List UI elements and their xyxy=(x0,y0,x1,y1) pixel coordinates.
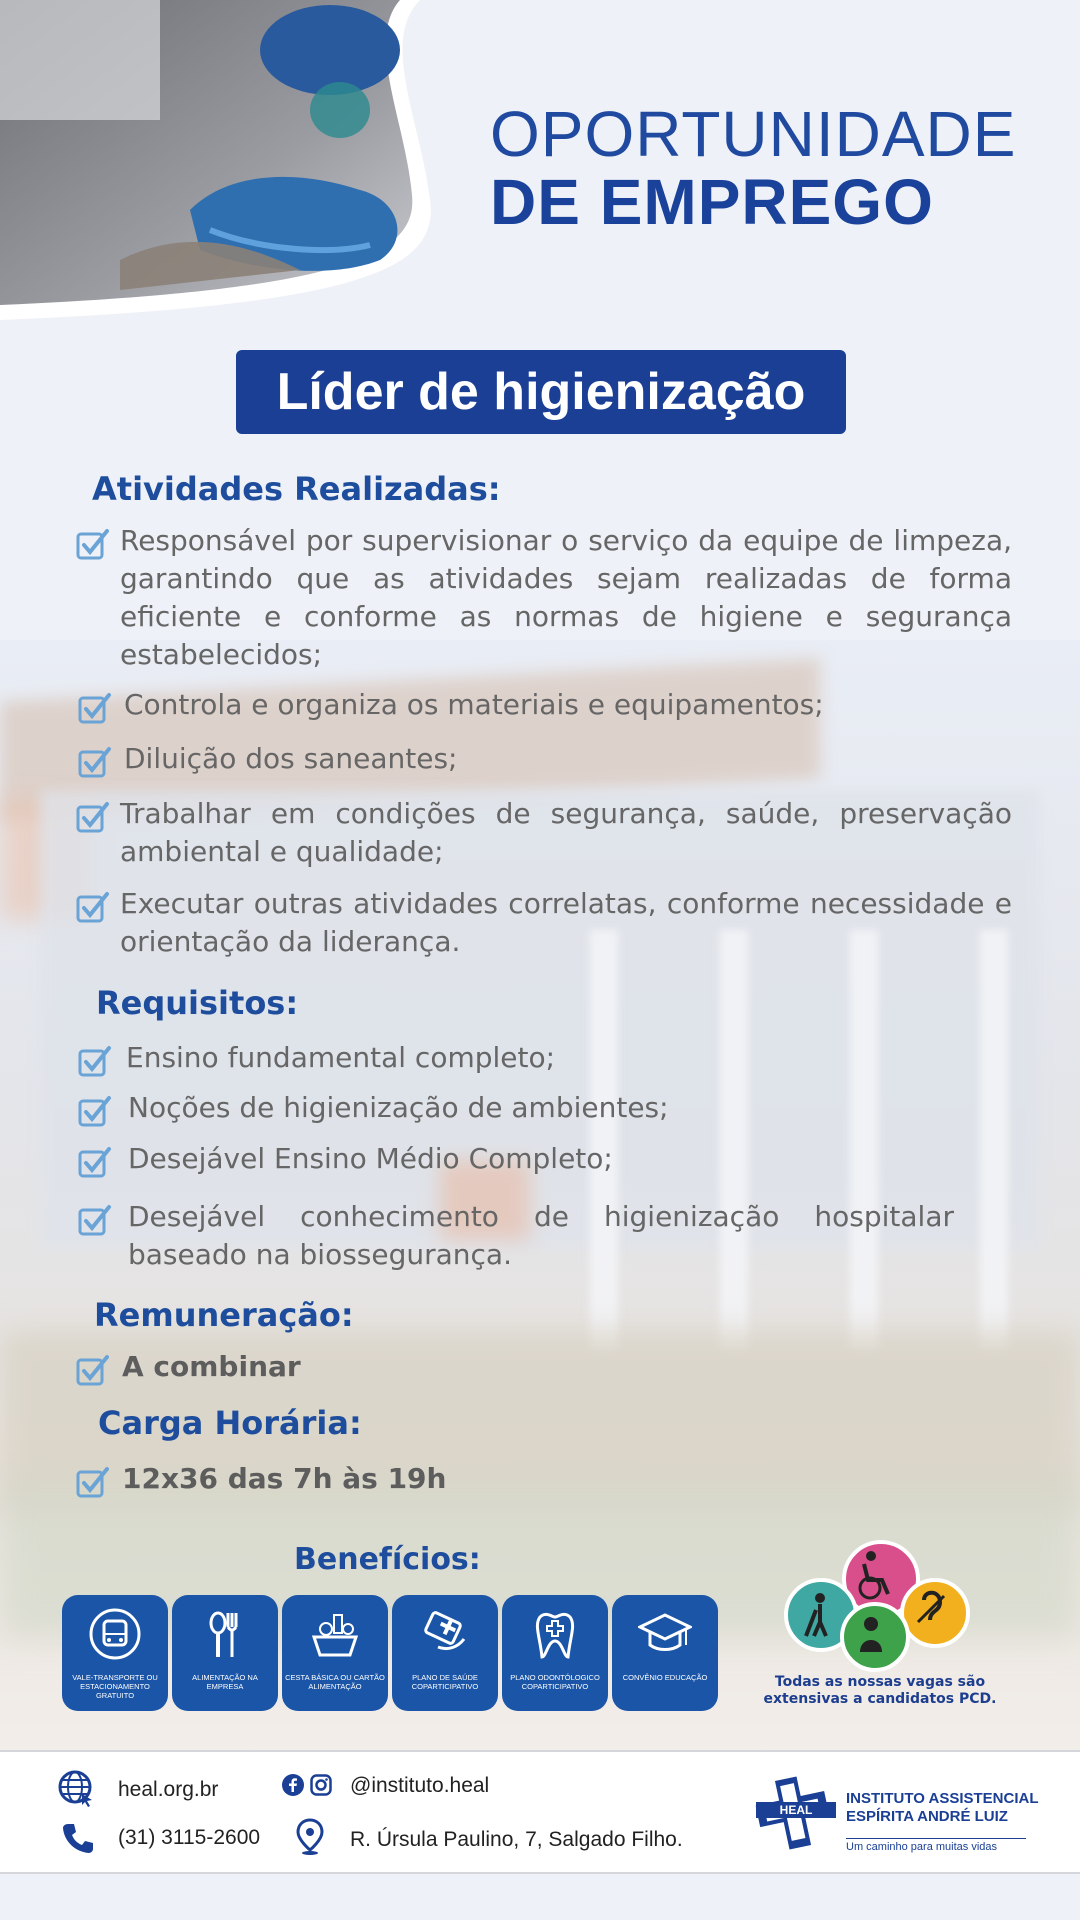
phone-icon xyxy=(62,1822,94,1854)
facebook-icon[interactable] xyxy=(282,1774,304,1796)
org-name: INSTITUTO ASSISTENCIAL ESPÍRITA ANDRÉ LUIZ xyxy=(846,1790,1039,1825)
checkbox-check-icon xyxy=(76,1466,110,1498)
list-item: Diluição dos saneantes; xyxy=(78,740,1012,778)
headline-line1: OPORTUNIDADE xyxy=(490,98,1017,170)
checkbox-check-icon xyxy=(78,746,112,778)
headline-line2: DE EMPREGO xyxy=(490,166,934,238)
pcd-text: Todas as nossas vagas são extensivas a candidatos PCD. xyxy=(763,1674,997,1707)
benefit-tile: VALE-TRANSPORTE OU ESTACIONAMENTO GRATUITO xyxy=(62,1595,168,1711)
checkbox-check-icon xyxy=(76,891,110,923)
list-item: Responsável por supervisionar o serviço da equipe de limpeza, garantindo que as atividades sejam realizadas de forma eficiente e conforme as normas de higiene e segurança estabelecidos; xyxy=(76,522,1012,674)
website-link[interactable]: heal.org.br xyxy=(118,1778,219,1801)
checkbox-check-icon xyxy=(76,1354,110,1386)
social-handle[interactable]: @instituto.heal xyxy=(350,1774,490,1797)
section-title-carga-horaria: Carga Horária: xyxy=(98,1404,362,1442)
remuneracao-value: A combinar xyxy=(76,1348,676,1386)
pcd-badge xyxy=(760,1540,1000,1720)
list-item: Executar outras atividades correlatas, conforme necessidade e orientação da liderança. xyxy=(76,885,1012,961)
svg-text:HEAL: HEAL xyxy=(779,1803,813,1817)
benefits-row xyxy=(62,1595,718,1711)
checkbox-check-icon xyxy=(78,1045,112,1077)
heal-logo xyxy=(748,1776,844,1850)
benefit-tile: ALIMENTAÇÃO NA EMPRESA xyxy=(172,1595,278,1711)
phone-number[interactable]: (31) 3115-2600 xyxy=(118,1826,261,1849)
checkbox-check-icon xyxy=(78,1095,112,1127)
checkbox-check-icon xyxy=(76,801,110,833)
section-title-atividades: Atividades Realizadas: xyxy=(92,470,501,508)
checkbox-check-icon xyxy=(78,1146,112,1178)
headline xyxy=(490,100,1016,236)
health-card-icon xyxy=(418,1607,472,1661)
footer xyxy=(0,1750,1080,1874)
tooth-icon xyxy=(528,1607,582,1661)
section-title-beneficios: Benefícios: xyxy=(294,1542,481,1577)
list-item: Desejável conhecimento de higienização hospitalar baseado na biossegurança. xyxy=(78,1198,954,1274)
checkbox-check-icon xyxy=(78,1204,112,1236)
benefit-tile: PLANO ODONTÓLOGICO COPARTICIPATIVO xyxy=(502,1595,608,1711)
graduation-cap-icon xyxy=(638,1607,692,1661)
list-item: Ensino fundamental completo; xyxy=(78,1039,978,1077)
list-item: Trabalhar em condições de segurança, saúde, preservação ambiental e qualidade; xyxy=(76,795,1012,871)
cleaning-gloves-photo xyxy=(0,0,470,320)
address: R. Úrsula Paulino, 7, Salgado Filho. xyxy=(350,1828,683,1851)
basket-icon xyxy=(308,1607,362,1661)
org-tagline: Um caminho para muitas vidas xyxy=(846,1838,1026,1853)
globe-icon xyxy=(58,1770,96,1808)
job-title-banner: Líder de higienização xyxy=(236,350,846,434)
carga-horaria-value: 12x36 das 7h às 19h xyxy=(76,1460,676,1498)
instagram-icon[interactable] xyxy=(310,1774,332,1796)
list-item: Noções de higienização de ambientes; xyxy=(78,1089,978,1127)
benefit-tile: CESTA BÁSICA OU CARTÃO ALIMENTAÇÃO xyxy=(282,1595,388,1711)
checkbox-check-icon xyxy=(76,528,110,560)
list-item: Desejável Ensino Médio Completo; xyxy=(78,1140,978,1178)
checkbox-check-icon xyxy=(78,692,112,724)
list-item: Controla e organiza os materiais e equipamentos; xyxy=(78,686,1012,724)
benefit-tile: CONVÊNIO EDUCAÇÃO xyxy=(612,1595,718,1711)
section-title-requisitos: Requisitos: xyxy=(96,984,299,1022)
section-title-remuneracao: Remuneração: xyxy=(94,1296,354,1334)
location-pin-icon xyxy=(296,1818,324,1856)
benefit-tile: PLANO DE SAÚDE COPARTICIPATIVO xyxy=(392,1595,498,1711)
cutlery-icon xyxy=(198,1607,252,1661)
bus-icon xyxy=(88,1607,142,1661)
